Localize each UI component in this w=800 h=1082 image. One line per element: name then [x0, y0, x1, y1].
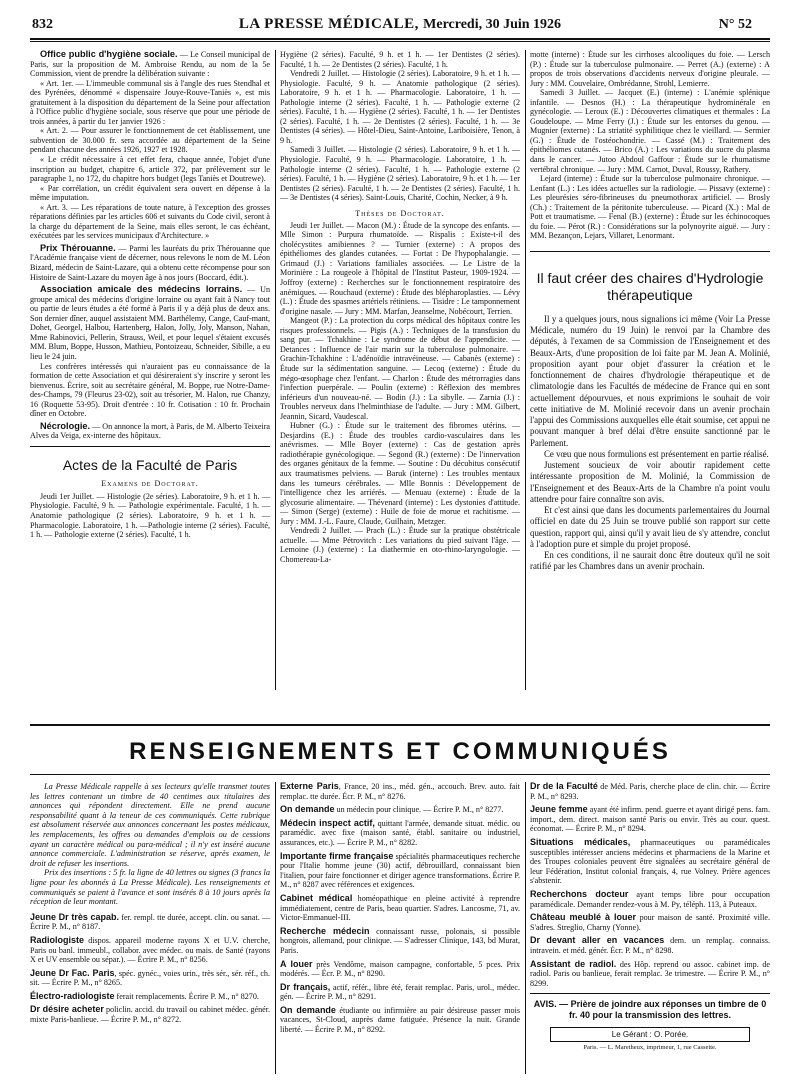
avis-notice: AVIS. — Prière de joindre aux réponses un timbre de 0 fr. 40 pour la transmission des lettres. [533, 999, 767, 1021]
ad-text: de Méd. Paris, cherche place de clin. chir. — Écrire P. M., n° 8293. [530, 782, 770, 801]
column-separator [525, 50, 526, 690]
classified-ad [30, 992, 270, 1002]
ad-text: connaissant russe, polonais, si possible hongrois, allemand, pour clinique. — S'adresser Clinique, 143, bd Murat, Paris. [280, 926, 520, 955]
ad-text: pour maison de santé. Proximité ville. S'adres. Streglio, Charny (Yonne). [530, 913, 770, 932]
classified-ad [280, 960, 520, 979]
classifieds-intro: La Presse Médicale rappelle à ses lecteurs qu'elle transmet toutes les lettres contenant un timbre de 40 centimes aux titulaires des annonces qui répondent directement. Elle ne prend aucune responsabilité quant à la teneur de ces communiqués. Cette rubrique est absolument réservée aux annonces concernant les postes médicaux, les remplacements, les offres ou demandes d'emplois ou de cessions ayant un caractère médical ou para-médical ; il n'y est inséré aucune annonce commerciale. L'administration se réserve, après examen, le droit de refuser les insertions. [30, 782, 270, 868]
section-divider [530, 993, 770, 994]
ad-lead: Jeune Dr très capab. [30, 911, 120, 922]
article-paragraph: « Art. 2. — Pour assurer le fonctionnement de cet établissement, une subvention de 30.000 fr. sera accordée au département de la Seine pendant chacune des années 1926, 1927 et 1928. [30, 126, 270, 155]
news-lead: Office public d'hygiène sociale. [40, 50, 178, 59]
ad-lead: Médecin inspect actif, [280, 817, 375, 828]
ad-text: spécialités pharmaceutiques recherche pour l'Italie homme jeune (30) actif, débrouillard, connaissant bien l'italien, pour faire fonctionner et diriger agence transformations. Écrire P. M., n° 8287 avec références et exigences. [280, 851, 520, 890]
news-text: — Le Conseil municipal de Paris, sur la proposition de M. Ambroise Rendu, au nom de la 5e Commission, vient de prendre la délibération suivante : [30, 50, 270, 79]
ad-lead: Électro-radiologiste [30, 990, 115, 1001]
ad-text: actif, référ., libre été, ferait remplac. Paris, urol., médec. gén. — Écrire P. M., n° 8291. [280, 982, 520, 1002]
section-divider [30, 446, 270, 447]
journal-masthead [0, 16, 800, 33]
exam-schedule: Jeudi 1er Juillet. — Histologie (2e séries). Laboratoire, 9 h. et 1 h. — Physiologie. Faculté, 9 h. — Pathologie expérimentale. Faculté, 1 h. — Anatomie pathologique (2 séries). Laboratoire, 9 h. et 1 h. — Pharmacologie. Laboratoire, 1 h. —Pathologie interne (2 séries). Faculté, 1 h. — Pathologie externe (2 séries). Faculté, 1 h. [30, 491, 270, 540]
theses-list: Lejard (interne) : Étude sur la tuberculose pulmonaire chronique. — Lenfant (L.) : Les idées actuelles sur la radiologie. — Pissavy (externe) : Les pleurésies séro-fibrineuses du pneumothorax artificiel. — Brosly (Ch.) : Traitement de la péritonite tuberculeuse. — Picard (X.) : Mal de Pott et traumatisme. — Fenal (B.) (externe) : Étude sur les échinocoques du foie. — Pérot (R.) : Considérations sur la polynoyrite aiguë. — Jury : MM. Bezançon, Lejars, Villaret, Lenormant. [530, 174, 770, 241]
ad-text: dispos. appareil moderne rayons X et U.V. cherche, Paris ou banl. immeubl., collabor. avec médec. ou mais. de Santé (rayons X et UV ensemble ou sépar.). — Écrire P. M., n° 8256. [30, 935, 270, 965]
ad-lead: Dr devant aller en vacances [530, 935, 665, 946]
article-paragraph: « Art. 1er. — L'immeuble communal sis à l'angle des rues Stendhal et des Pyrénées, dénommé « dispensaire Jouye-Rouve-Taniès », est mis gratuitement à la disposition du département de la Seine pour affectation à l'Office public d'hygiène sociale, sous réserve que pour une période de trois années, à partir du 1er janvier 1926 : [30, 78, 270, 126]
column-2 [280, 50, 520, 690]
banner-rule-bottom [30, 774, 770, 775]
classified-ad [530, 913, 770, 932]
ad-lead: Assistant de radiol. [530, 958, 617, 969]
theses-list: motte (interne) : Étude sur les cirrhoses alcooliques du foie. — Lersch (P.) : Étude sur la tuberculose pulmonaire. — Perret (A.) (externe) : A propos de trois observations d'accidents nerveux d'origine pleurale. — Jury : MM. Couvelaire, Ombrédanne, Strohl, Lemierre. [530, 50, 770, 88]
article-paragraph: Il y a quelques jours, nous signalions ici même (Voir La Presse Médicale, numéro du 19 Juin) le renvoi par la Chambre des députés, à l'examen de sa Commission de l'Enseignement et des Beaux-Arts, d'une proposition de loi faite par M. Jean A. Molinié, proposition ayant pour objet d'assurer la création et le fonctionnement de chaires d'hydrologie thérapeutique et de climatologie dans les Facultés de médecine de France qui en sont actuellement dépourvues, et nous exprimions le souhait de voir cette initiative de M. Molinié recevoir dans un avenir prochain l'appui des Commissions auxquelles elle était soumise, cet appui ne pouvant manquer à bref délai d'être ensuite sanctionné par le Parlement. [530, 313, 770, 448]
theses-list: Mangeot (P.) : La protection du corps médical des hôpitaux contre les risques professionnels. — Pigis (A.) : Techniques de la transfusion du sang pur. — Tchakhine : Le syndrome de début de l'appendicite. — Detances : Influence de l'air marin sur la tuberculose pulmonaire. — Grachin-Tchakhine : L'adénoïdie intravéineuse. — Cabanès (externe) : Étude sur la sédimentation sanguine. — Lecoq (externe) : Étude du mégo-œsophage chez l'enfant. — Charlon : Étude des métrorragies dans l'infection puerpérale. — Poulin (externe) : Réflexion des membres inférieurs d'un nouveau-né. — Bodin (J.) : La sibylle. — Zarnia (J.) : Troubles nerveux dans l'helminthiase de l'adulte. — Jury : MM. Gilbert, Jeannin, Sicard, Vaudescal. [280, 316, 520, 421]
ad-text: des Hôp. reprend ou assoc. cabinet imp. de radiol. Paris ou banlieue, ferait remplac. 3e trimestre. — Écrire P. M., n° 8299. [530, 959, 770, 988]
classified-ad [30, 1005, 270, 1024]
ad-text: dem. un remplaç. connaiss. intravein. et méd. génér. Écr. P. M., n° 8298. [530, 936, 770, 955]
ad-lead: Importante firme française [280, 850, 394, 861]
journal-name: LA PRESSE MÉDICALE, [238, 16, 419, 32]
column-separator [275, 782, 276, 1074]
news-text: — Un groupe amical des médecins d'origine lorraine ou ayant fait à Nancy tout ou partie de leurs études a été formé à Paris il y a déjà plus de deux ans. Son dernier dîner, auquel assistaient MM. Barthélemy, Cange, Cauf-mant, Dohet, Georgel, Halbou, Hartenberg, Halon, Jolly, Joly, Manson, Nahan, Mme Rabinovici, Pellerin, Strauss, Weil, et pour lequel s'étaient excusés MM. Blum, Boppe, Husson, Mathieu, Pontoizeau, Schneider, Sibille, a eu lieu le 24 juin. [30, 285, 270, 361]
classified-ad [280, 1006, 520, 1035]
classified-ad [30, 913, 270, 932]
printer-line: Paris. — L. Maretheux, imprimeur, 1, rue Cassette. [583, 1044, 717, 1052]
classified-ad [280, 819, 520, 848]
news-lead: Prix Thérouanne. [40, 242, 116, 253]
ad-lead: A louer [280, 958, 313, 969]
classified-ad [280, 782, 520, 801]
ad-text: ferait remplacements. Écrire P. M., n° 8270. [116, 991, 259, 1001]
column-3 [530, 50, 770, 690]
article-paragraph: Justement soucieux de voir aboutir rapidement cette intéressante proposition de M. Molinié, la Commission de l'Enseignement et des Beaux-Arts de la Chambre n'a point voulu attendre pour faire connaître son avis. [530, 460, 770, 504]
classified-ad [530, 890, 770, 909]
news-item-office-hygiene [30, 50, 270, 79]
ad-lead: On demande [280, 804, 335, 815]
header-rule [30, 38, 770, 40]
classified-ad [280, 805, 520, 815]
article-title: Il faut créer des chaires d'Hydrologie thérapeutique [536, 269, 764, 303]
ad-lead: Cabinet médical [280, 892, 353, 903]
news-lead: Nécrologie. [40, 420, 91, 431]
theses-list: Vendredi 2 Juillet. — Prach (L.) : Étude sur la pratique obstétricale actuelle. — Mme Pétrovitch : Les variations du pied suivant l'âge. — Lemoine (J.) (externe) : La diathermie en oto-rhino-laryngologie. — Chomereau-La- [280, 526, 520, 564]
classifieds-pricing: Prix des insertions : 5 fr. la ligne de 40 lettres ou signes (3 francs la ligne pour les abonnés à La Presse Médicale). Les renseignements et communiqués se paient à l'avance et sont insérés 8 à 10 jours après la réception de leur montant. [30, 868, 270, 907]
ad-text: pharmaceutiques ou paramédicales susceptibles intéresser anciens médecins et pharmaciens de la Marine et des Troupes coloniales peuvent être signalées au secrétaire général de leur Fédération, Institut colonial français, 4, rue Volney. Prière agences s'abstenir. [530, 837, 770, 886]
ad-lead: On demande [280, 1004, 336, 1015]
ad-text: quittant l'armée, demande situat. médic. ou paramédic. avec fixe (maison santé, établ. sanitaire ou industriel, assurances, etc.). — Écrire P. M., n° 8282. [280, 818, 520, 847]
ad-lead: Jeune Dr Fac. Paris [30, 967, 115, 978]
banner-rule-top [30, 724, 770, 726]
ad-lead: Recherche médecin [280, 925, 370, 936]
article-paragraph: « Art. 3. — Les réparations de toute nature, à l'exception des grosses réparations définies par les articles 606 et suivants du Code civil, seront à la charge du département de la Seine, mais elles seront, le cas échéant, exécutées par les services municipaux d'Architecture. » [30, 202, 270, 241]
news-lead: Association amicale des médecins lorrains. [40, 284, 243, 295]
news-item-prix-therouanne [30, 244, 270, 282]
ad-text: près Vendôme, maison campagne, confortable, 5 pces. Prix modérés. — Écr. P. M., n° 8290. [280, 959, 520, 979]
classified-ad [530, 838, 770, 886]
theses-list: Samedi 3 Juillet. — Jacquet (E.) (interne) : L'anémie splénique infantile. — Desnos (H.) : La thérapeutique hydrominérale en gynécologie. — Leroux (E.) : Découvertes climatiques et thermales : La Goudeloupe. — Mme Ferry (J.) : Étude sur les entorses du genou. — Mugnier (externe) : La striatité syphilitique chez le vieillard. — Sermier (G.) : Étude de l'ostéochondrie. — Cassé (M.) : Traitement des épithéliomes cutanés. — Brico (A.) : Les variations du sucre du plasma dans le cancer. — Jutoo Abdoul Gaffour : Étude sur le rhumatisme vertébral chronique. — Jury : MM. Carnot, Duval, Roussy, Rathery. [530, 88, 770, 174]
ad-text: homéopathique en pleine activité à reprendre immédiatement, centre de Paris, beau quartier. S'adres. Lancosme, 71, av. Victor-Emmanuel-III. [280, 893, 520, 923]
subheading-theses: Thèses de Doctorat. [355, 208, 445, 218]
exam-schedule: Hygiène (2 séries). Faculté, 9 h. et 1 h. — 1er Dentistes (2 séries). Faculté, 1 h. — 2e Dentistes (2 séries). Faculté, 1 h. [280, 50, 520, 69]
classifieds-column-2 [280, 782, 520, 1082]
page-header [0, 0, 800, 40]
article-paragraph: Et c'est ainsi que dans les documents parlementaires du Journal officiel en date du 25 Juin se trouve publié son rapport sur cette question, rapport qui, ainsi qu'il y avait lieu de s'y attendre, conclut à l'adoption pure et simple du projet proposé. [530, 505, 770, 549]
ad-lead: Dr de la Faculté [530, 782, 598, 791]
ad-lead: Dr désire acheter [30, 1004, 104, 1015]
classified-ad [530, 960, 770, 989]
column-separator [275, 50, 276, 690]
gerant-box: Le Gérant : O. Porée. [550, 1027, 750, 1042]
issue-number: N° 52 [718, 17, 752, 32]
section-divider [530, 251, 770, 252]
header-rule-thin [30, 41, 770, 42]
theses-list: Hubner (G.) : Étude sur le traitement des fibromes utérins. — Desjardins (E.) : Étude des troubles cardio-vasculaires dans les anévrismes. — Mlle Boyer (externe) : Cas de gestation après radiothérapie gynécologique. — Segond (R.) (externe) : De l'innervation des organes génitaux de la femme. — Soutine : Du décubitus consécutif aux traumatismes pelviens. — Baruk (interne) : Les troubles mentaux dans les tumeurs cérébrales. — Mlle Bonnis : Développement de l'intelligence chez les arriérés. — Menuau (externe) : Étude de la glycosurie alimentaire. — Thévenard (interne) : Les dystonies d'attitude. — Simon (Serge) (externe) : Huile de foie de morue et rachitisme. — Jury : MM. J.-L. Faure, Claude, Guilhain, Metzger. [280, 421, 520, 526]
news-item-necrologie [30, 422, 270, 441]
section-heading-actes: Actes de la Faculté de Paris [62, 456, 238, 473]
ad-lead: Jeune femme [530, 804, 588, 815]
ad-text: , spéc. gynéc., voies urin., très sér., sér. réf., ch. sit. — Écrire P. M., n° 8265. [30, 968, 270, 988]
classified-ad [280, 852, 520, 890]
column-separator [525, 782, 526, 1074]
ad-lead: Radiologiste [30, 934, 85, 945]
ad-text: , France, 20 ins., méd. gén., accouch. Brev. auto. fait remplac. tte durée. Écr. P. M., n° 8276. [280, 782, 520, 801]
classified-ad [530, 805, 770, 834]
classified-ad [280, 894, 520, 923]
classified-ad [30, 969, 270, 988]
classifieds-column-3 [530, 782, 770, 1082]
classifieds-column-1 [30, 782, 270, 1082]
ad-lead: Externe Paris [280, 782, 339, 791]
ad-text: étudiante ou infirmière au pair désireuse passer mois vacances, St-Cloud, auprès dame fatiguée. Présence la nuit. Grande liberté. — Écrire P. M., n° 8292. [280, 1005, 520, 1035]
ad-text: ayant été infirm. pend. guerre et ayant dirigé pens. fam. import., dem. direct. maison santé Paris ou envir. Très au cour. quest. économat. — Écrire P. M., n° 8294. [530, 805, 770, 834]
news-text: — On annonce la mort, à Paris, de M. Alberto Teixeira Alves da Veiga, ex-interne des hôpitaux. [30, 421, 270, 441]
classified-ad [280, 983, 520, 1002]
ad-text: fer. rempl. tte durée, accept. clin. ou sanat. — Écrire P. M., n° 8187. [30, 912, 270, 932]
classified-ad [530, 936, 770, 955]
article-paragraph: Ce vœu que nous formulions est présentement en partie réalisé. [544, 448, 769, 459]
exam-schedule: Samedi 3 Juillet. — Histologie (2 séries). Laboratoire, 9 h. et 1 h. — Physiologie. Faculté, 9 h. — Pharmacologie. Laboratoire, 1 h. — Pathologie interne (2 séries). Faculté, 1 h. — Pathologie externe (2 séries). Faculté, 1 h. — Hygiène (2 séries). Laboratoire, 9 h. et 1 h. — 1er Dentistes (2 séries). Faculté, 1 h. — 2e Dentistes (2 séries). Faculté, 1 h. — 3e Dentistes (4 séries). Saint-Louis, Charité, Cochin, Necker, à 9 h. [280, 145, 520, 203]
ad-text: un médecin pour clinique. — Écrire P. M., n° 8277. [336, 805, 504, 815]
ad-text: policlin. accid. du travail ou cabinet médec. génér. mixte Paris-banlieue. — Écrire P. M., n° 8272. [30, 1005, 270, 1025]
ad-text: ayant temps libre pour occupation paramédicale. Demander rendez-vous à M. Py, téléph. 113, à Puteaux. [530, 889, 770, 909]
issue-date: Mercredi, 30 Juin 1926 [423, 17, 562, 32]
ad-lead: Situations médicales, [530, 836, 631, 847]
column-1 [30, 50, 270, 690]
article-paragraph: « Le crédit nécessaire à cet effet fera, chaque année, l'objet d'une inscription au budget, chapitre 6, article 372, par prélèvement sur le paragraphe 1, no 172, du chapitre hors budget (legs Taniès et Doutrewe). [30, 155, 270, 184]
ad-lead: Dr français, [280, 981, 331, 992]
section-banner: RENSEIGNEMENTS ET COMMUNIQUÉS [129, 738, 671, 765]
page-number: 832 [32, 17, 53, 32]
classified-ad [280, 927, 520, 956]
ad-lead: Recherchons docteur [530, 888, 629, 899]
exam-schedule: Vendredi 2 Juillet. — Histologie (2 séries). Laboratoire, 9 h. et 1 h. — Physiologie. Faculté, 9 h. — Anatomie pathologique (2 séries). Laboratoire, 9 h. et 1 h. — Pharmacologie. Laboratoire, 1 h. — Pathologie interne (2 séries). Faculté, 1 h. — Pathologie externe (2 séries). Faculté, 1 h. — Hygiène (2 séries). Faculté, 1 h. — 1er Dentistes (2 séries). Faculté, 1 h. — 2e Dentistes (2 séries). Faculté, 1 h. — 3e Dentistes (4 séries). — Hôtel-Dieu, Saint-Antoine, Lariboisière, Tenon, à 9 h. [280, 69, 520, 145]
article-paragraph: En ces conditions, il ne saurait donc être douteux qu'il ne soit ratifié par les Chambres dans un avenir prochain. [530, 550, 770, 572]
news-item-association [30, 285, 270, 361]
theses-list: Jeudi 1er Juillet. — Macon (M.) : Étude de la syncope des enfants. — Mlle Simon : Purpura rhumatoïde. — Rispalis : Existe-t-il des cholécystites amibiennes ? — Turnier (externe) : A propos des épithéliomes des glandes cutanées. — Fortat : De l'hypophalangie. — Grimaud (J.) : Variations familiales associées. — Le Listre de la Morinière : La rougeole à l'hôpital de l'Institut Pasteur, 1909-1924. — Joffroy (externe) : Recherches sur le fonctionnement respiratoire des anémiques. — Rouchaud (externe) : Étude des blépharoplasties. — Lévy (L.) : Étude des spasmes artériels rétiniens. — Tisidre : Le tamponnement d'origine nasale. — Jury : MM. Marfan, Jeanselme, Nobécourt, Terrien. [280, 220, 520, 316]
classified-ad [530, 782, 770, 801]
subheading-examens: Examens de Doctorat. [101, 478, 199, 488]
classified-ad [30, 936, 270, 965]
article-paragraph: « Par corrélation, un crédit équivalent sera ouvert en dépense à la même imputation. [30, 183, 270, 203]
news-text: — Parmi les lauréats du prix Thérouanne que l'Académie française vient de décerner, nous relevons le nom de M. Léon Bizard, médecin de Saint-Lazare, qui a obtenu cette récompense pour son Histoire de Saint-Lazare du moyen âge à nos jours (Boccard, édit.). [30, 243, 270, 282]
article-paragraph: Les confrères intéressés qui n'auraient pas eu connaissance de la formation de cette Association et qui désireraient s'y inscrire y seront les bienvenus. Écrire, soit au secrétaire général, M. Boppe, rue Notre-Dame-des-Champs, 79 (Fleurus 23-02), soit au trésorier, M. Halon, rue Chanzy, 16 (Roquette 53-95). Droit d'entrée : 10 fr. Cotisation : 10 fr. Prochain dîner en Octobre. [30, 361, 270, 419]
ad-lead: Château meublé à louer [530, 912, 637, 923]
